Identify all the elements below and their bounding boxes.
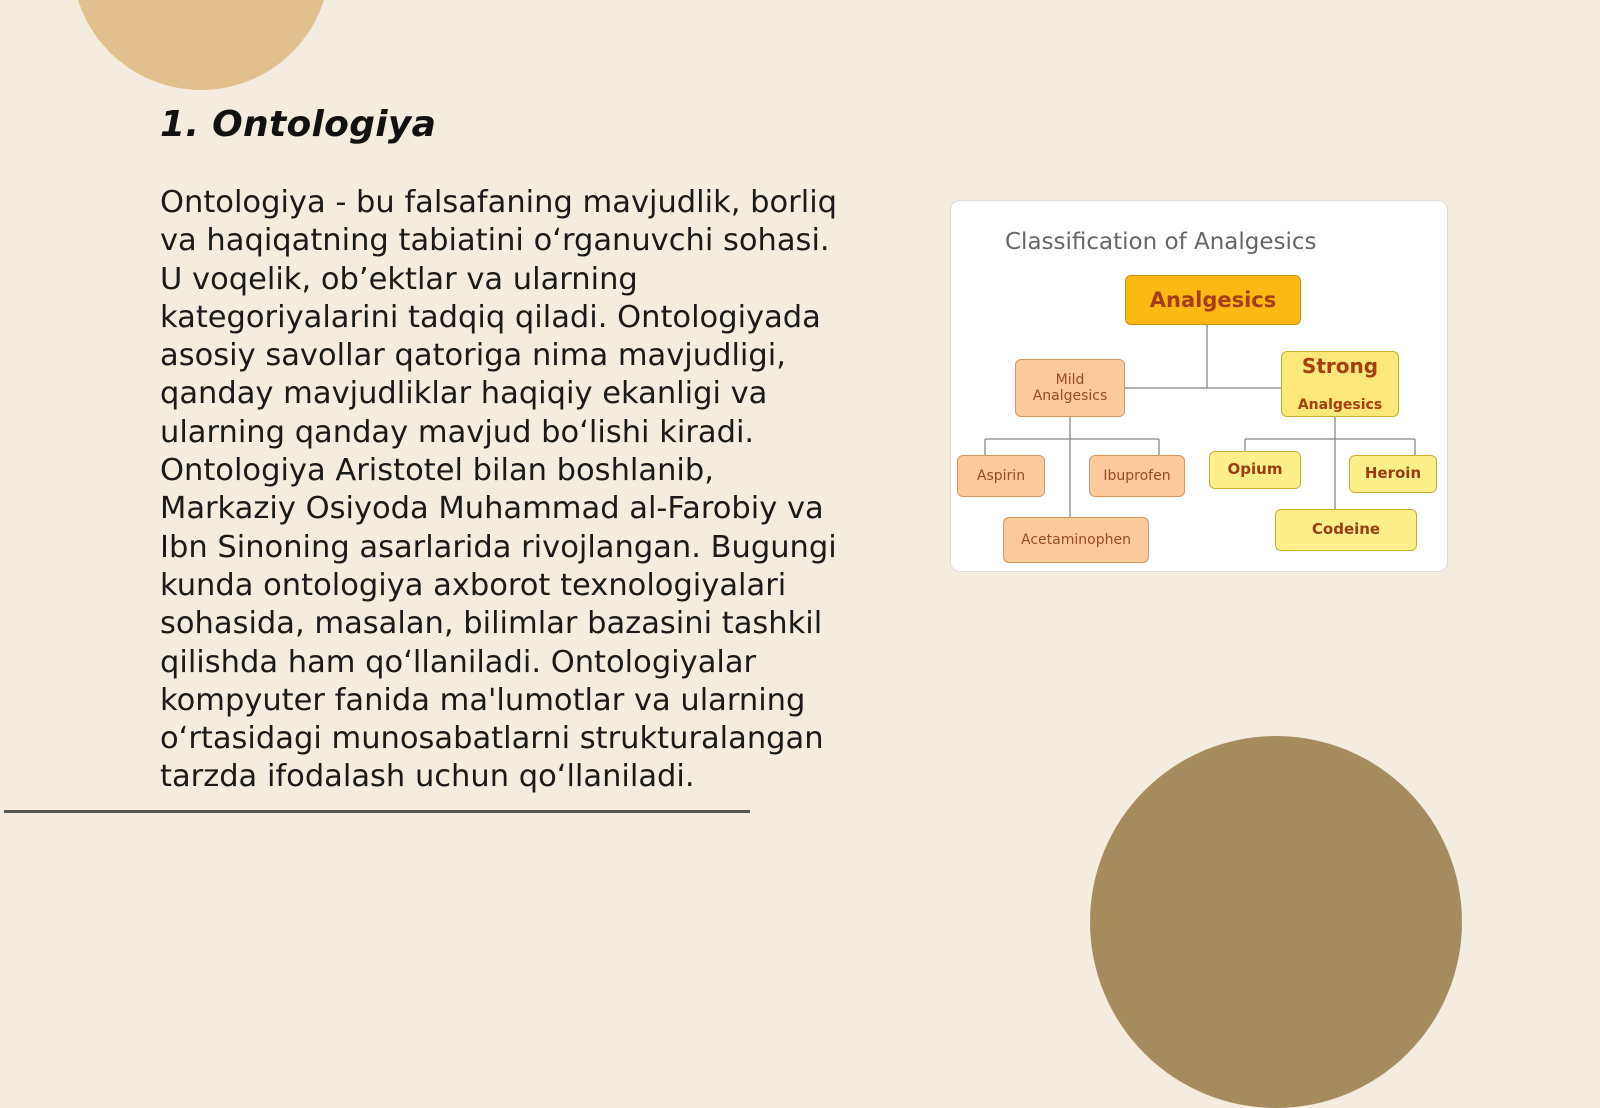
diagram-title: Classification of Analgesics	[1005, 229, 1317, 255]
node-codeine: Codeine	[1275, 509, 1417, 551]
analgesics-classification-diagram	[950, 200, 1448, 572]
node-strong-analgesics	[1281, 351, 1399, 417]
node-aspirin: Aspirin	[957, 455, 1045, 497]
node-acetaminophen: Acetaminophen	[1003, 517, 1149, 563]
decorative-circle-bottom	[1090, 736, 1462, 1108]
node-strong-sublabel: Analgesics	[1297, 396, 1383, 413]
node-strong-label: Strong	[1301, 354, 1379, 379]
node-ibuprofen: Ibuprofen	[1089, 455, 1185, 497]
node-mild-analgesics: Mild Analgesics	[1015, 359, 1125, 417]
slide-body-text: Ontologiya - bu falsafaning mavjudlik, borliq va haqiqatning tabiatini o‘rganuvchi sohasi. U voqelik, ob’ektlar va ularning kategoriyalarini tadqiq qiladi. Ontologiyada asosiy savollar qatoriga nima mavjudligi, qanday mavjudliklar haqiqiy ekanligi va ularning qanday mavjud bo‘lishi kiradi. Ontologiya Aristotel bilan boshlanib, Markaziy Osiyoda Muhammad al-Farobiy va Ibn Sinoning asarlarida rivojlangan. Bugungi kunda ontologiya axborot texnologiyalari sohasida, masalan, bilimlar bazasini tashkil qilishda ham qo‘llaniladi. Ontologiyalar kompyuter fanida ma'lumotlar va ularning o‘rtasidagi munosabatlarni strukturalangan tarzda ifodalash uchun qo‘llaniladi.	[160, 185, 838, 795]
decorative-circle-top	[72, 0, 330, 90]
node-analgesics: Analgesics	[1125, 275, 1301, 325]
node-heroin: Heroin	[1349, 455, 1437, 493]
slide-title: 1. Ontologiya	[160, 104, 437, 145]
node-opium: Opium	[1209, 451, 1301, 489]
horizontal-divider	[4, 810, 750, 813]
